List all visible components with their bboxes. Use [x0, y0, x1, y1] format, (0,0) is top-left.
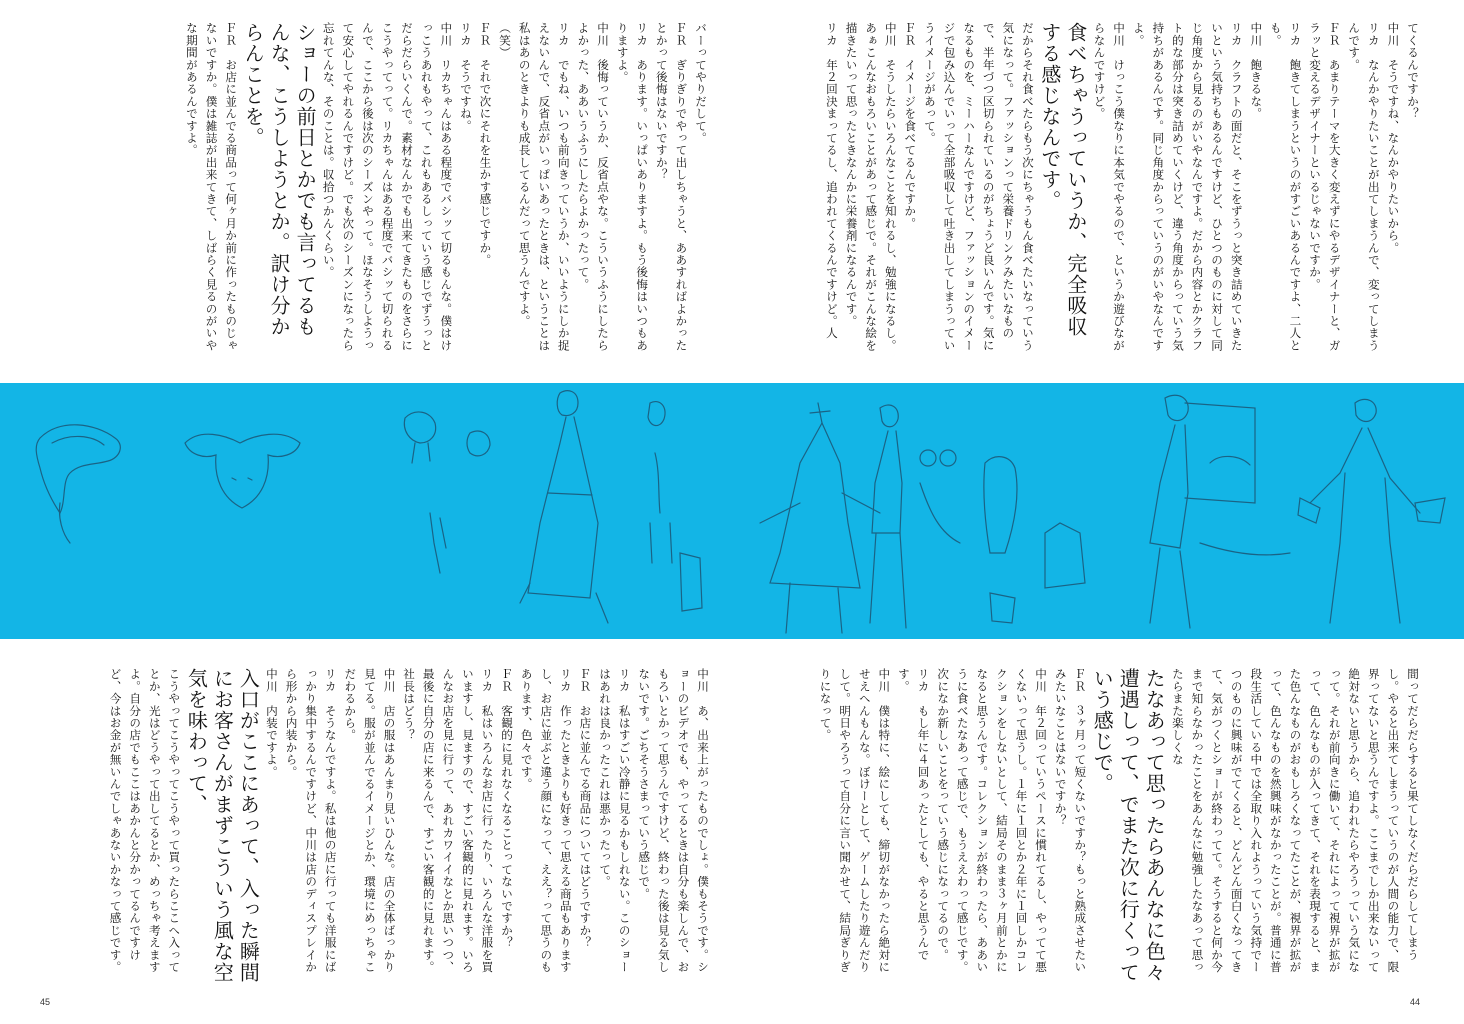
text-line: リカ 飽きてしまうというのがすごいあるんですよ、二人とも。: [1268, 22, 1303, 352]
text-line: 中川 リカちゃんはある程度でバシッて切るもんな。僕はけっこうあれもやって、これもあるしっていう感じでずうっとだらだらいくんで。素材なんかでも出来てきたものをさらにこうやってって。リカちゃんはある程度でバシッて切られるんで、ここから後は次のシーズンやって。ほなそうしようって安心してやれるんですけど。でも次のシーズンになったら忘れてんな、そのことは。収拾つかんくらい。: [321, 22, 454, 352]
text-line: 中川 そうしたらいろんなことを知れるし、勉強になるし。: [883, 22, 898, 352]
text-line: ＦＲ あまりテーマを大きく変えずにやるデザイナーと、ガラッと変えるデザイナーといるじゃないですか。: [1308, 22, 1342, 352]
text-line: 中川 年２回っていうペースに慣れてるし、やってて悪くないって思うし。１年に１回とか２年に１回しかコレクションをしないとして、結局そのまま３ヶ月前とかになると思うんです。コレクションが終わったら、ああいうに食べたなあって感じで、もうええわって感じです。次になか新しいことをっていう感じになってるので。: [936, 668, 1049, 973]
text-line: ＦＲ お店に並んでる商品についてはどうですか？: [578, 668, 593, 949]
text-line: リカ もし年に４回あったとしても、やると思うんです。: [896, 668, 931, 961]
text-line: リカ なんかやりたいことが出てしまうんで、変ってしまうんです。: [1347, 22, 1381, 352]
text-line: リカ あります。いっぱいありますよ。もう後悔はいつもありますよ。: [615, 22, 650, 352]
text-line: リカ 私はすごい冷静に見るかもしれない。このショーはあれは良かったこれは悪かったって。: [598, 668, 632, 973]
text-block-top-left: [60, 22, 710, 352]
text-line: 入口がここにあって、入った瞬間にお客さんがまずこういう風な空気を味わって、: [184, 668, 261, 983]
text-line: たなあって思ったらあんなに色々遭遇しって、でまた次に行くっていう感じで。: [1090, 668, 1167, 983]
text-block-top-right: [772, 22, 1422, 352]
text-line: 中川 あ、出来上がったものでしょ。僕もそうです。ショーのビデオでも、やってるときは自分も楽しんで、おもろいとかって思うんですけど、終わった後は見る気しないです。ごちそうさまっていう感じで。: [637, 668, 710, 973]
sketch-band: [0, 383, 1464, 639]
text-line: 中川 内装ですよ。: [264, 668, 279, 778]
text-block-bottom-left: [64, 668, 712, 983]
text-line: リカ そうですね。: [458, 22, 473, 132]
text-line: てくるんですか？: [1406, 22, 1420, 120]
text-line: ＦＲ イメージを食べてるんですか。: [903, 22, 918, 230]
text-line: ＦＲ ぎりぎりでやって出しちゃうと、ああすればよかったとかって後悔はないですか？: [654, 22, 689, 352]
text-line: ＦＲ ３ヶ月って短くないですか？もっと熟成させたいみたいなことはないですか？: [1053, 668, 1088, 973]
text-line: 中川 僕は特に、絵にしても、締切がなかったら絶対にせえへんもんな。ぼけーとして、ゲームしたり遊んだりして。明日やろうって自分に言い聞かせて、結局ぎりぎりになって。: [818, 668, 892, 973]
text-line: あぁこんなおもろいことがあって感じで。それがこんな絵を描きたいって思ったときなんかに栄養剤になるんです。: [844, 22, 879, 352]
text-line: 中川 けっこう僕なりに本気でやるので、というか遊びながらなんですけど。: [1092, 22, 1127, 352]
page-number-left: 45: [40, 997, 51, 1007]
text-line: リカ 年２回決まってるし、追われてくるんですけど。人: [824, 22, 839, 340]
text-line: ショーの前日とかでも言ってるもんな、こうしようとか。訳け分からんことを。: [241, 22, 318, 337]
text-line: 間ってだらだらすると果てしなくだらだらしてしまうし。やると出来てしまうっていうのが人間の能力で、限界ってないと思うんですよ。ここまでしか出来ないって絶対ないと思うから、追われたらやろうっていう気になって。それが前向きに働いて、それによって視界が拡がって、色んなものが入ってきて、それを表現すると、また色んなものがおもしろくなってたことが、視界が拡がって、色んなものを然興味がなかったことが。普通に普段生活している中では全取り入れようっていう気持でーつのものに興味がでてくると、どんどん面白くなってきて、気がつくとショーが終わってて。そうすると何か今まで知らなかったことをあんなに勉強したなあって思ったらまた楽しくな: [1170, 668, 1420, 973]
text-line: だからそれ食べたらもう次にちゃうもん食べたいなっていう気になって。ファッションって栄養ドリンクみたいなもので、半年づつ区切られているのがちょうど良いんです。気になるものを、ミーハーなんですけど、ファッションのイメージで包み込んでいって全部吸収して吐き出してしまうっていうイメージがあって。: [922, 22, 1035, 352]
text-line: リカ 作ったときよりも好きって思える商品もありますし、お店に並ぶと違う顔になって、ええ？って思うのもあります、色々です。: [519, 668, 573, 973]
sketches-illustration: [0, 383, 1464, 639]
text-line: ＦＲ 客観的に見れなくなることってないですか？: [500, 668, 515, 949]
text-block-bottom-right: [776, 668, 1422, 983]
text-line: 中川 飽きるな。: [1249, 22, 1264, 120]
text-line: リカ でもね、いつも前向きっていうか、いいようにしか捉えないんで、反省点がいっぱいあったときは、ということは私はあのときよりも成長してるんだって思うんですよ。: [517, 22, 571, 352]
text-line: 中川 後悔っていうか、反省点やな。こういうふうにしたらよかった、ああいうふうにしたらよかったって。: [576, 22, 611, 352]
text-line: リカ 私はいろんなお店に行ったり、いろんな洋服を買いますし、見ますので、すごい客観的に見れます。いろんなお店を見に行って、あれカワイイなとか思いつつ、最後に自分の店に来るんで、すごい客観的に見れます。社長はどう？: [402, 668, 495, 973]
page-number-right: 44: [1410, 997, 1421, 1007]
text-line: リカ そうなんですよ。私は他の店に行っても洋服にばっかり集中するんですけど、中川は店のディスプレイから形から内装から。: [284, 668, 338, 973]
text-line: （笑）: [498, 22, 513, 59]
text-line: 中川 店の服はあんまり見いひんな。店の全体ばっかり見てる。服が並んでるイメージとか、環境にめっちゃこだわるから。: [343, 668, 397, 973]
text-line: こうやってこうやってこうやって買ったらここへ入ってとか、光はどうやって出してるとか、めっちゃ考えますよ。自分の店でもここはあかんと分かってるんですけど、今はお金が無いんでしゃあないかなって感じです。: [108, 668, 182, 973]
text-line: バーってやりだして。: [694, 22, 708, 144]
text-line: 中川 そうですね、なんかやりたいから。: [1386, 22, 1401, 254]
text-line: 食べちゃうっていうか、完全吸収する感じなんです。: [1037, 22, 1088, 337]
text-line: リカ クラフトの面だと、そこをずうっと突き詰めていきたいという気持ちもあるんですけど、ひとつのものに対して同じ角度から見るのがいやなんですよ。だから内容とかクラフト的な部分は突き詰めていくけど、違う角度からっていう気持ちがあるんです。同じ角度からっていうのがいやなんですよ。: [1131, 22, 1244, 352]
text-line: ＦＲ お店に並んでる商品って何ヶ月か前に作ったものじゃないですか。僕は雑誌が出来てきて、しばらく見るのがいやな期間があるんですよ。: [184, 22, 239, 352]
text-line: ＦＲ それで次にそれを生かす感じですか。: [478, 22, 493, 266]
